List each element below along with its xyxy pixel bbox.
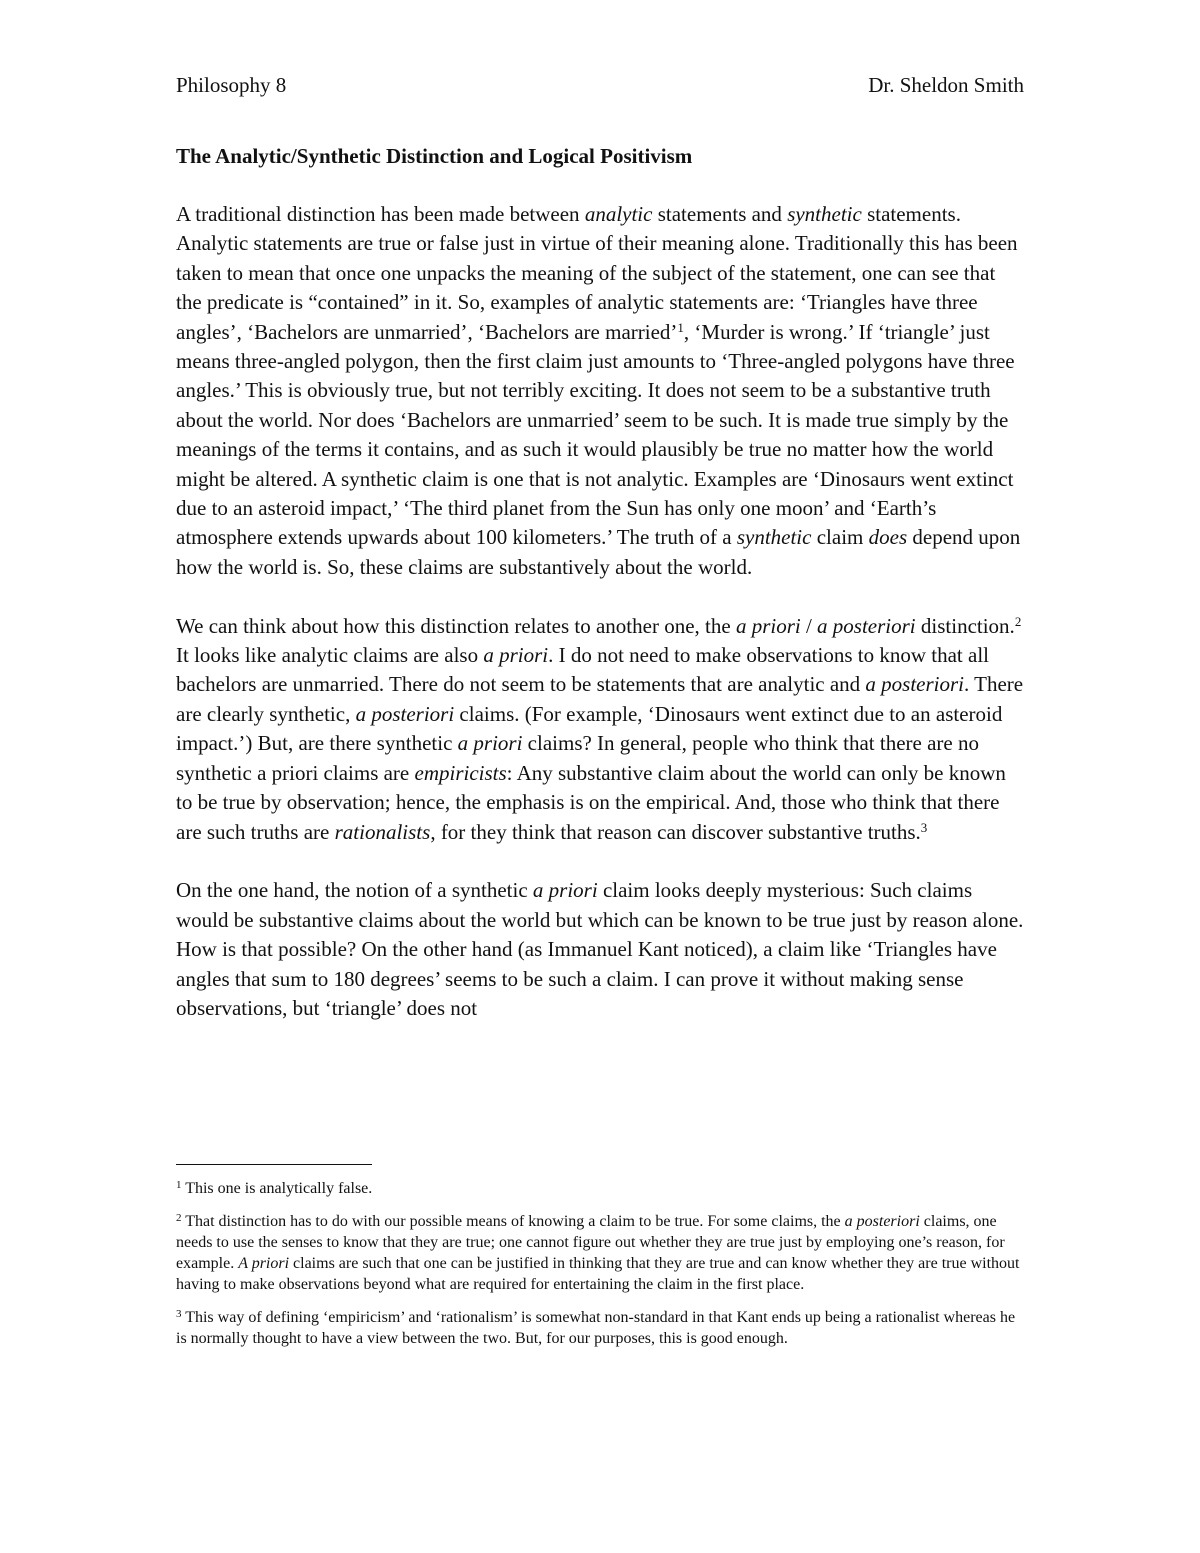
paragraph-analytic-synthetic (176, 200, 1024, 582)
text-run: : Any substantive claim about the world can only be known to be true by observation; hence, the emphasis is on the empirical. And, those who think that there are such truths are (176, 760, 1006, 844)
text-run: depend upon how the world is. So, these claims are substantively about the world. (176, 525, 1021, 579)
instructor-name: Dr. Sheldon Smith (868, 73, 1024, 97)
footnote-text: This way of defining ‘empiricism’ and ‘rationalism’ is somewhat non-standard in that Kant ends up being a rationalist whereas he is normally thought to have a view between the two. But, for our purposes, this is good enough. (176, 1309, 1016, 1347)
italic-term: a priori (735, 613, 801, 638)
italic-term: a priori (532, 878, 598, 903)
italic-term: synthetic (736, 525, 812, 550)
text-run: It looks like analytic claims are also (176, 643, 484, 668)
italic-term: a priori (483, 643, 549, 668)
footnote-number: 2 (176, 1212, 182, 1225)
footnote-ref-3[interactable]: 3 (920, 819, 928, 835)
paragraph-synthetic-a-priori (176, 876, 1024, 1023)
text-run: claim (811, 525, 869, 550)
italic-term: a posteriori (865, 672, 965, 697)
italic-term: analytic (584, 202, 653, 226)
text-run: distinction. (915, 613, 1015, 638)
text-run: claim looks deeply mysterious: Such claims would be substantive claims about the world but which can be known to be true just by reason alone. How is that possible? On the other hand (as Immanuel Kant noticed), a claim like ‘Triangles have angles that sum to 180 degrees’ seems to be such a claim. I can prove it without making sense observations, but ‘triangle’ does not (176, 878, 1024, 1020)
footnote-2 (176, 1211, 1024, 1295)
footnote-text: This one is analytically false. (181, 1180, 373, 1197)
course-name: Philosophy 8 (176, 73, 287, 97)
text-run: , for they think that reason can discover substantive truths. (430, 819, 921, 844)
text-run: We can think about how this distinction relates to another one, the (176, 613, 736, 638)
footnote-number: 3 (176, 1308, 182, 1321)
text-run: , ‘Murder is wrong.’ If ‘triangle’ just means three-angled polygon, then the first claim just amounts to ‘Three-angled polygons have three angles.’ This is obviously true, but not terribly exciting. It does not seem to be a substantive truth about the world. Nor does ‘Bachelors are unmarried’ seem to be such. It is made true simply by the meanings of the terms it contains, and as such it would plausibly be true no matter how the world might be altered. A synthetic claim is one that is not analytic. Examples are ‘Dinosaurs went extinct due to an asteroid impact,’ ‘The third planet from the Sun has only one moon’ and ‘Earth’s atmosphere extends upwards about 100 kilometers.’ The truth of a (176, 319, 1015, 550)
paragraph-a-priori (176, 612, 1024, 847)
text-run: claims. (For example, ‘Dinosaurs went extinct due to an asteroid impact.’) But, are there synthetic (176, 701, 1003, 756)
italic-term: a priori (457, 731, 523, 756)
footnote-separator (176, 1164, 372, 1165)
italic-term: does (868, 525, 908, 550)
footnote-1 (176, 1178, 1024, 1199)
text-run: A traditional distinction has been made between (176, 202, 585, 226)
footnotes-section (176, 1178, 1024, 1361)
page-header (176, 70, 1024, 100)
footnote-text: claims, one needs to use the senses to know that they are true; one cannot figure out whether they are true just by employing one’s reason, for example. (176, 1213, 1005, 1272)
footnote-ref-2[interactable]: 2 (1014, 613, 1022, 629)
text-run: / (800, 613, 818, 638)
text-run: statements and (652, 202, 788, 226)
italic-term: synthetic (787, 202, 862, 226)
footnote-text: claims are such that one can be justified in thinking that they are true and can know whether they are true without having to make observations beyond what are required for entertaining the claim in the first place. (176, 1255, 1020, 1293)
text-run: . I do not need to make observations to know that all bachelors are unmarried. There do not seem to be statements that are analytic and (176, 643, 990, 697)
italic-term: rationalists (334, 819, 431, 844)
italic-term: A priori (238, 1255, 290, 1272)
text-run: claims? In general, people who think that there are no synthetic a priori claims are (176, 731, 979, 785)
text-run: . There are clearly synthetic, (176, 672, 1024, 726)
text-run: On the one hand, the notion of a synthetic (176, 878, 533, 903)
document-title: The Analytic/Synthetic Distinction and Logical Positivism (176, 144, 693, 168)
italic-term: a posteriori (844, 1213, 920, 1230)
footnote-number: 1 (176, 1179, 182, 1192)
italic-term: a posteriori (817, 613, 916, 638)
footnote-ref-1[interactable]: 1 (677, 319, 684, 335)
footnote-3 (176, 1307, 1024, 1349)
footnote-text: That distinction has to do with our possible means of knowing a claim to be true. For some claims, the (181, 1213, 845, 1230)
text-run: statements. Analytic statements are true or false just in virtue of their meaning alone. Traditionally this has been taken to mean that once one unpacks the meaning of the subject of the statement, one can see that the predicate is “contained” in it. So, examples of analytic statements are: ‘Triangles have three angles’, ‘Bachelors are unmarried’, ‘Bachelors are married’ (176, 202, 1018, 344)
italic-term: empiricists (414, 760, 507, 785)
document-page (176, 70, 1024, 1023)
italic-term: a posteriori (355, 701, 455, 726)
